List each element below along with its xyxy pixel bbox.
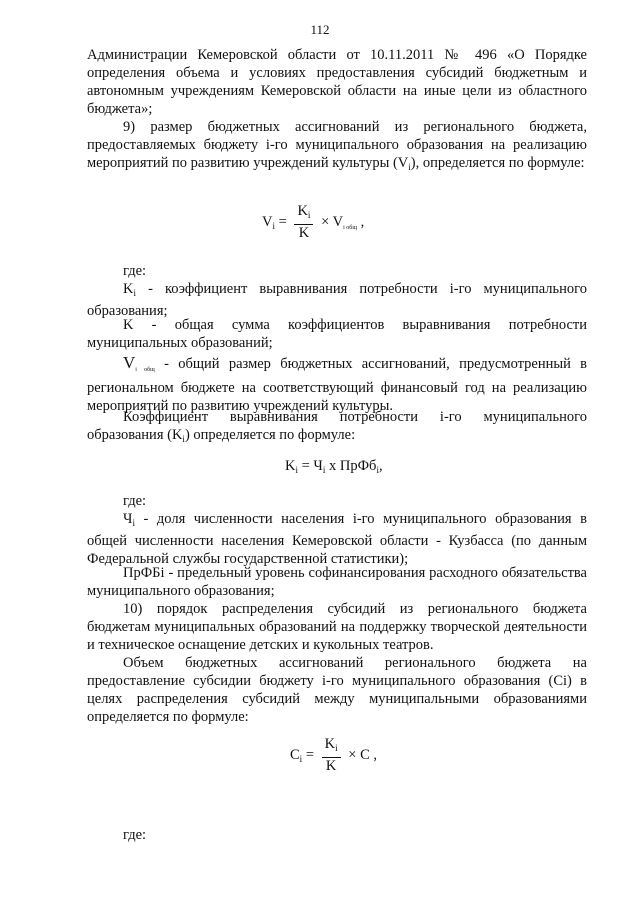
where-label: где: [123,263,147,279]
paragraph-item-9: 9) размер бюджетных ассигнований из регионального бюджета, предоставляемых бюджету i-го муниципального образования на реализацию мероприятий по развитию учреждений культуры $(V_i)$, определяется по формуле: [87,119,587,172]
page-number: 112 [310,22,330,37]
definition-k: K - общая сумма коэффициентов выравнивания потребности муниципальных образований; [87,317,587,351]
paragraph-continuation: Администрации Кемеровской области от 10.11.2011 № 496 «О Порядке определения объема и условиях предоставления субсидий бюджетным и автономным учреждениям Кемеровской области на иные цели из областного бюджета»; [87,47,587,117]
formula-ki: $K_i = Ч_i$ x ПрФб$_i$, [285,458,383,475]
paragraph-coefficient: Коэффициент выравнивания потребности i-го муниципального образования $(K_i)$ определяется по формуле: [87,409,587,444]
paragraph-volume: Объем бюджетных ассигнований регионального бюджета на предоставление субсидии бюджету i-го муниципального образования (Ci) в целях распределения субсидий между муниципальными образованиями определяется по формуле: [87,655,587,725]
where-label: где: [123,827,147,843]
fraction: $\frac{K_i}{K}$ [294,203,313,242]
fraction: $\frac{K_i}{K}$ [322,736,341,775]
definition-ki: $K_i$ - коэффициент выравнивания потребности i-го муниципального образования; [87,281,587,319]
definition-prfbi: ПрФБi - предельный уровень софинансирования расходного обязательства муниципального образования; [87,565,587,599]
definition-chi: $Ч_i$ - доля численности населения i-го муниципального образования в общей численности населения Кемеровской области - Кузбасса (по данным Федеральной службы государственной статистики); [87,511,587,567]
definition-vi-total: $V_{i общ}$ - общий размер бюджетных ассигнований, предусмотренный в региональном бюджете на соответствующий финансовый год на реализацию мероприятий по развитию учреждений культуры. [87,353,587,414]
formula-vi: $V_i$ = $\frac{K_i}{K}$ × $V_{i общ}$ , [262,203,365,241]
paragraph-item-10: 10) порядок распределения субсидий из регионального бюджета бюджетам муниципальных образований на поддержку творческой деятельности и техническое оснащение детских и кукольных театров. [87,601,587,653]
where-label: где: [123,493,147,509]
formula-ci: $C_i$ = $\frac{K_i}{K}$ × C , [290,736,377,774]
